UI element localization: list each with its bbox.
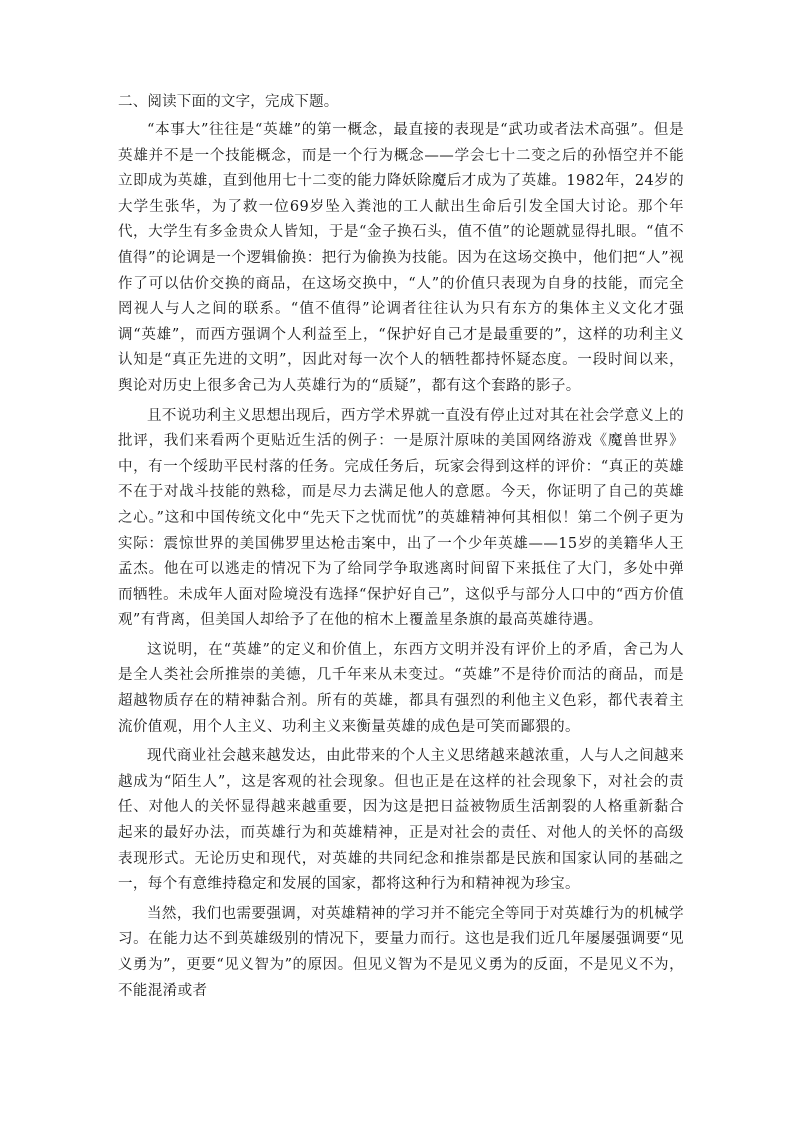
paragraph-3: 这说明，在“英雄”的定义和价值上，东西方文明并没有评价上的矛盾，舍己为人是全人类社会所推崇的美德，几千年来从未变过。“英雄”不是待价而沽的商品，而是超越物质存在的精神黏合剂。所有的英雄，都具有强烈的利他主义色彩，都代表着主流价值观，用个人主义、功利主义来衡量英雄的成色是可笑而鄙猥的。 — [118, 641, 684, 735]
paragraph-5: 当然，我们也需要强调，对英雄精神的学习并不能完全等同于对英雄行为的机械学习。在能力达不到英雄级别的情况下，要量力而行。这也是我们近几年屡屡强调要“见义勇为”，更要“见义智为”的原因。但见义智为不是见义勇为的反面，不是见义不为，不能混淆或者 — [118, 905, 684, 999]
section-heading: 二、阅读下面的文字，完成下题。 — [118, 94, 339, 110]
paragraph-4: 现代商业社会越来越发达，由此带来的个人主义思绪越来越浓重，人与人之间越来越成为“陌生人”，这是客观的社会现象。但也正是在这样的社会现象下，对社会的责任、对他人的关怀显得越来越重要，因为这是把日益被物质生活割裂的人格重新黏合起来的最好办法，而英雄行为和英雄精神，正是对社会的责任、对他人的关怀的高级表现形式。无论历史和现代，对英雄的共同纪念和推崇都是民族和国家认同的基础之一，每个有意维持稳定和发展的国家，都将这种行为和精神视为珍宝。 — [118, 748, 684, 893]
paragraph-1: “本事大”往往是“英雄”的第一概念，最直接的表现是“武功或者法术高强”。但是英雄并不是一个技能概念，而是一个行为概念——学会七十二变之后的孙悟空并不能立即成为英雄，直到他用七十二变的能力降妖除魔后才成为了英雄。1982年，24岁的大学生张华，为了救一位69岁坠入粪池的工人献出生命后引发全国大讨论。那个年代，大学生有多金贵众人皆知，于是“金子换石头，值不值”的论题就显得扎眼。“值不值得”的论调是一个逻辑偷换：把行为偷换为技能。因为在这场交换中，他们把“人”视作了可以估价交换的商品，在这场交换中，“人”的价值只表现为自身的技能，而完全罔视人与人之间的联系。“值不值得”论调者往往认为只有东方的集体主义文化才强调“英雄”，而西方强调个人利益至上，“保护好自己才是最重要的”，这样的功利主义认知是“真正先进的文明”，因此对每一次个人的牺牲都持怀疑态度。一段时间以来，舆论对历史上很多舍己为人英雄行为的“质疑”，都有这个套路的影子。 — [118, 122, 684, 394]
paragraph-2: 且不说功利主义思想出现后，西方学术界就一直没有停止过对其在社会学意义上的批评，我们来看两个更贴近生活的例子：一是原汁原味的美国网络游戏《魔兽世界》中，有一个绥助平民村落的任务。完成任务后，玩家会得到这样的评价：“真正的英雄不在于对战斗技能的熟稔，而是尽力去满足他人的意愿。今天，你证明了自己的英雄之心。”这和中国传统文化中“先天下之忧而忧”的英雄精神何其相似！第二个例子更为实际：震惊世界的美国佛罗里达枪击案中，出了一个少年英雄——15岁的美籍华人王孟杰。他在可以逃走的情况下为了给同学争取逃离时间留下来抵住了大门，多处中弹而牺牲。未成年人面对险境没有选择“保护好自己”，这似乎与部分人口中的“西方价值观”有背离，但美国人却给予了在他的棺木上覆盖星条旗的最高英雄待遇。 — [118, 407, 684, 629]
document-page — [118, 90, 684, 1008]
